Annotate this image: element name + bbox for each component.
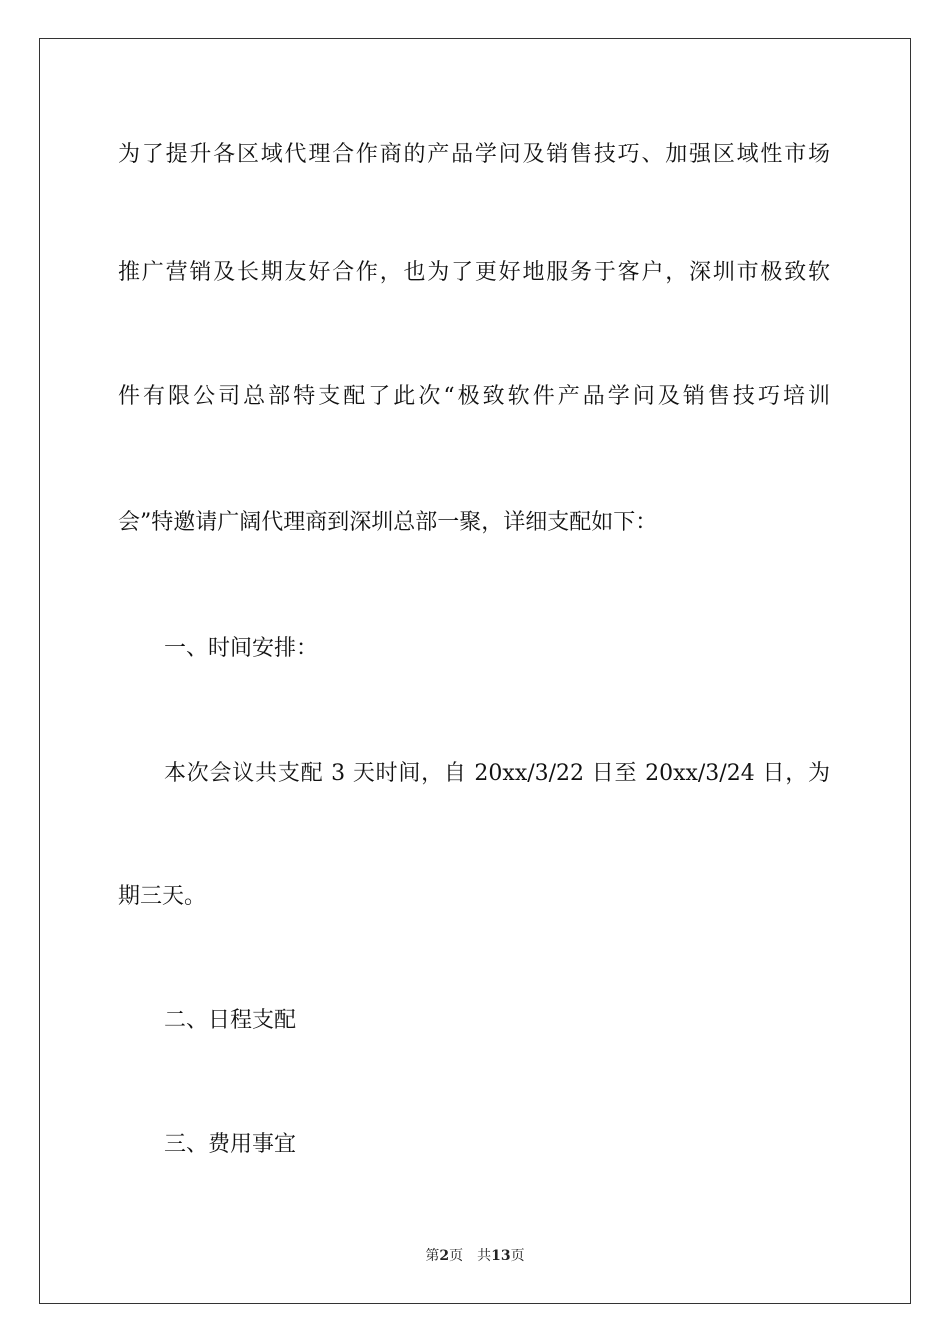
heading-time-arrangement: 一、时间安排： xyxy=(164,636,319,661)
paragraph-1-line-3: 件有限公司总部特支配了此次“极致软件产品学问及销售技巧培训 xyxy=(118,384,830,409)
footer-total-suffix: 页 xyxy=(510,1248,525,1264)
heading-expenses: 三、费用事宜 xyxy=(164,1132,297,1157)
page-footer xyxy=(0,1246,950,1266)
footer-page-prefix: 第 xyxy=(425,1248,440,1264)
footer-page-current: 2 xyxy=(439,1248,450,1264)
paragraph-1-line-1: 为了提升各区域代理合作商的产品学问及销售技巧、加强区域性市场 xyxy=(118,142,830,167)
paragraph-2-line-1: 本次会议共支配 3 天时间，自 20xx/3/22 日至 20xx/3/24 日，为 xyxy=(164,761,830,786)
paragraph-2-line-2: 期三天。 xyxy=(118,884,207,909)
heading-schedule: 二、日程支配 xyxy=(164,1008,297,1033)
footer-page-total: 13 xyxy=(491,1248,511,1264)
paragraph-1-line-2: 推广营销及长期友好合作，也为了更好地服务于客户，深圳市极致软 xyxy=(118,260,830,285)
paragraph-1-line-4: 会”特邀请广阔代理商到深圳总部一聚，详细支配如下： xyxy=(118,510,658,535)
page-border xyxy=(39,38,911,1304)
footer-total-prefix: 共 xyxy=(477,1248,492,1264)
footer-page-suffix: 页 xyxy=(449,1248,464,1264)
